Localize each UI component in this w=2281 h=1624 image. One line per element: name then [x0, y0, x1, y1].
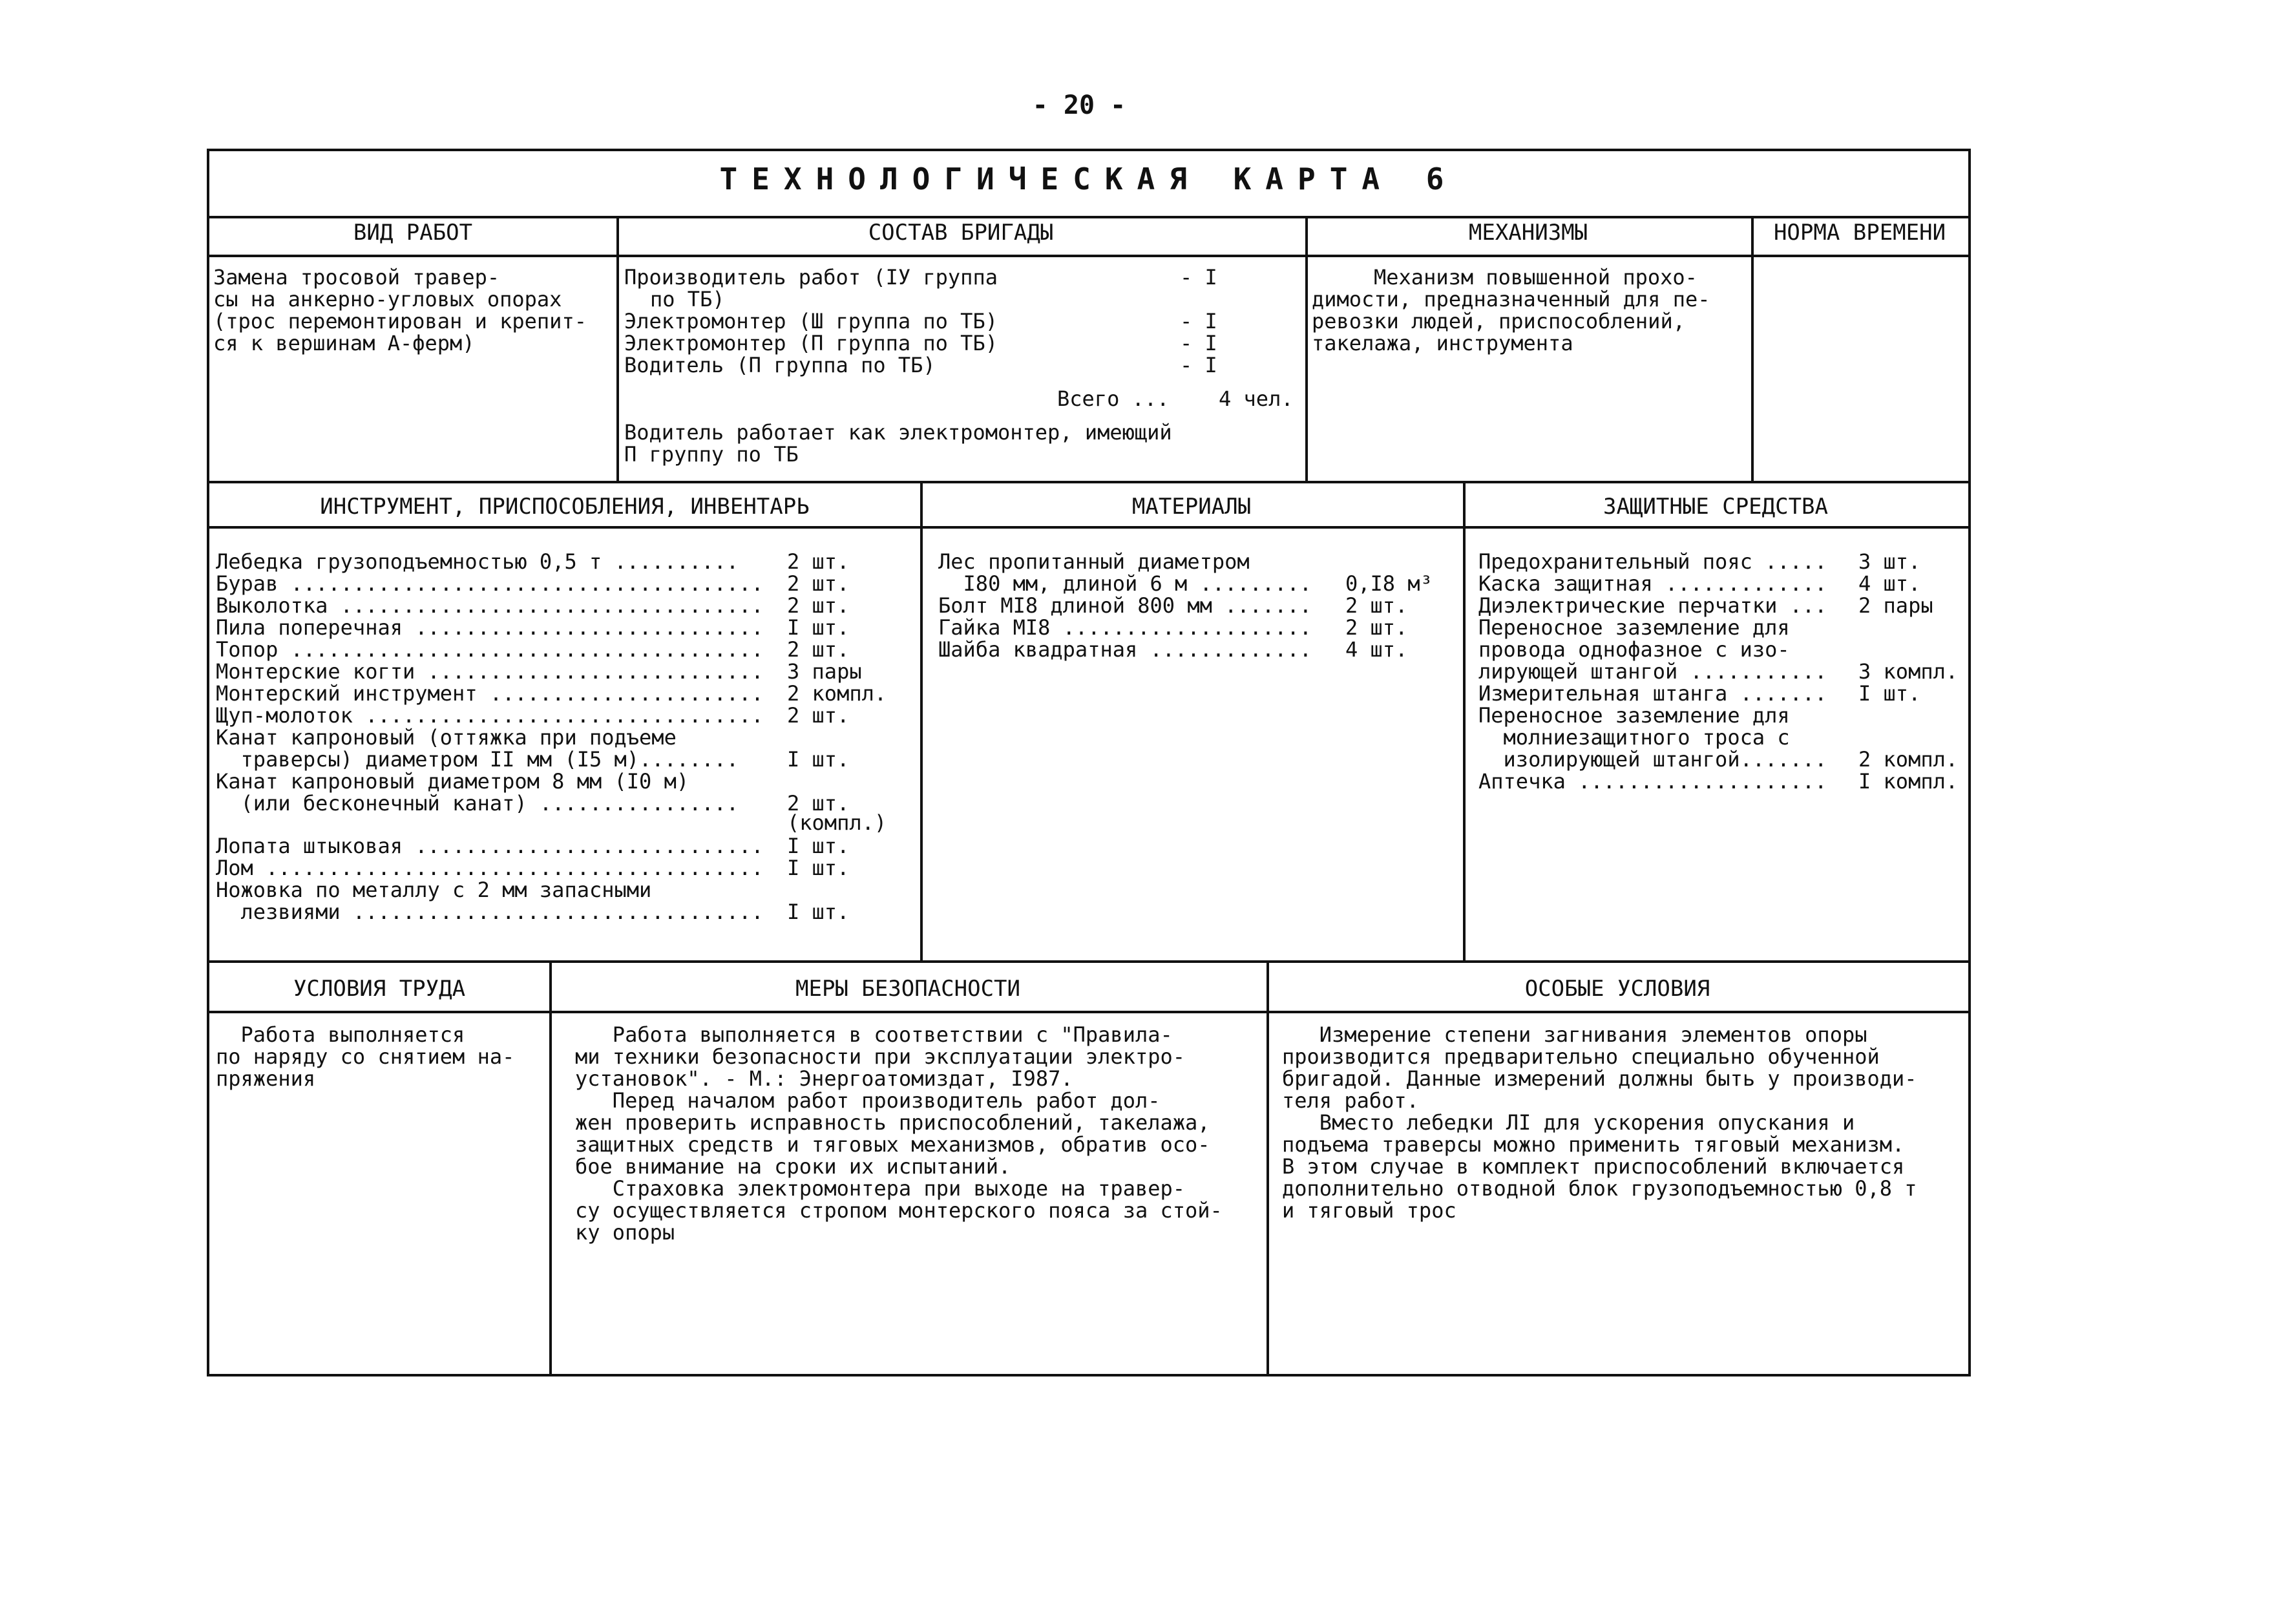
work-type-line: ся к вершинам А-ферм) [213, 331, 475, 355]
rule-s1-col3 [1751, 216, 1754, 481]
protection-name: Каска защитная ............. [1478, 571, 1827, 596]
tool-qty: 2 шт. [787, 637, 850, 662]
safety-line: установок". - М.: Энергоатомиздат, I987. [575, 1066, 1073, 1091]
protection-name: изолирующей штангой....... [1478, 747, 1827, 772]
protection-qty: I шт. [1858, 681, 1921, 706]
material-name: Болт МI8 длиной 800 мм ....... [938, 593, 1312, 618]
special-line: бригадой. Данные измерений должны быть у производи- [1282, 1066, 1917, 1091]
team-count: - I [1180, 309, 1217, 333]
team-count: - I [1180, 353, 1217, 377]
material-name: Лес пропитанный диаметром [938, 549, 1250, 574]
special-line: и тяговый трос [1282, 1198, 1456, 1223]
rule-title-bottom [209, 216, 1968, 218]
work-type-line: сы на анкерно-угловых опорах [213, 287, 562, 311]
special-line: В этом случае в комплект приспособлений включается [1282, 1154, 1905, 1179]
team-role: Электромонтер (П группа по ТБ) [624, 331, 998, 355]
header-mechanisms: МЕХАНИЗМЫ [1468, 220, 1588, 246]
material-qty: 0,I8 м³ [1345, 571, 1433, 596]
protection-name: Переносное заземление для [1478, 615, 1790, 640]
team-total-value: 4 чел. [1219, 386, 1294, 411]
protection-name: Измерительная штанга ....... [1478, 681, 1827, 706]
safety-line: Работа выполняется в соответствии с "Правила- [575, 1022, 1173, 1047]
mechanisms-line: Механизм повышенной прохо- [1374, 265, 1698, 290]
protection-qty: 2 компл. [1858, 747, 1959, 772]
header-special: ОСОБЫЕ УСЛОВИЯ [1524, 976, 1710, 1002]
page-number: - 20 - [1032, 90, 1126, 120]
material-name: Гайка МI8 .................... [938, 615, 1312, 640]
tool-qty: I шт. [787, 900, 850, 924]
safety-line: бое внимание на сроки их испытаний. [575, 1154, 1011, 1179]
tool-name: лезвиями ................................. [216, 900, 764, 924]
team-role: по ТБ) [650, 287, 725, 311]
rule-s1-col1 [616, 216, 619, 481]
tool-name: Пила поперечная ............................ [216, 615, 764, 640]
special-line: Вместо лебедки ЛI для ускорения опускания и [1282, 1110, 1855, 1135]
tool-name: Бурав ...................................... [216, 571, 764, 596]
tool-qty: I шт. [787, 615, 850, 640]
safety-line: жен проверить исправность приспособлений, такелажа, [575, 1110, 1210, 1135]
rule-s2-bottom [209, 960, 1968, 963]
protection-qty: 2 пары [1858, 593, 1933, 618]
header-team: СОСТАВ БРИГАДЫ [868, 220, 1054, 246]
rule-s2-col2 [1463, 481, 1466, 960]
rule-s2-header-bottom [209, 526, 1968, 529]
tool-name: Топор ...................................... [216, 637, 764, 662]
tool-qty: 2 шт. [787, 703, 850, 728]
mechanisms-line: димости, предназначенный для пе- [1312, 287, 1710, 311]
tool-name: Лопата штыковая ............................ [216, 834, 764, 858]
rule-s3-col2 [1267, 960, 1269, 1374]
tool-qty: 2 шт. [787, 571, 850, 596]
tool-name: Щуп-молоток ................................ [216, 703, 764, 728]
team-total-label: Всего ... [1057, 386, 1170, 411]
safety-line: защитных средств и тяговых механизмов, обратив осо- [575, 1132, 1210, 1157]
protection-qty: 4 шт. [1858, 571, 1921, 596]
safety-line: ми техники безопасности при эксплуатации электро- [575, 1044, 1186, 1069]
team-role: Производитель работ (IУ группа [624, 265, 998, 290]
material-qty: 2 шт. [1345, 615, 1408, 640]
safety-line: Перед началом работ производитель работ дол- [575, 1088, 1161, 1113]
protection-name: Диэлектрические перчатки ... [1478, 593, 1827, 618]
header-time-norm: НОРМА ВРЕМЕНИ [1773, 220, 1946, 246]
safety-line: ку опоры [575, 1220, 675, 1245]
protection-qty: 3 шт. [1858, 549, 1921, 574]
mechanisms-line: такелажа, инструмента [1312, 331, 1573, 355]
header-tools: ИНСТРУМЕНТ, ПРИСПОСОБЛЕНИЯ, ИНВЕНТАРЬ [320, 494, 810, 520]
tool-name: Лебедка грузоподъемностью 0,5 т .......... [216, 549, 739, 574]
tool-qty: (компл.) [787, 810, 887, 835]
protection-qty: 3 компл. [1858, 659, 1959, 684]
tool-qty: I шт. [787, 834, 850, 858]
rule-s3-header-bottom [209, 1011, 1968, 1013]
team-note-line: Водитель работает как электромонтер, имеющий [624, 420, 1172, 445]
tool-name: Выколотка .................................. [216, 593, 764, 618]
protection-name: Аптечка .................... [1478, 769, 1827, 794]
tool-name: Ножовка по металлу с 2 мм запасными [216, 878, 652, 902]
material-qty: 4 шт. [1345, 637, 1408, 662]
header-safety: МЕРЫ БЕЗОПАСНОСТИ [795, 976, 1020, 1002]
tool-qty: 2 шт. [787, 549, 850, 574]
work-type-line: Замена тросовой травер- [213, 265, 500, 290]
tool-qty: 3 пары [787, 659, 862, 684]
material-name: Шайба квадратная ............. [938, 637, 1312, 662]
tool-name: Канат капроновый диаметром 8 мм (I0 м) [216, 769, 689, 794]
mechanisms-line: ревозки людей, приспособлений, [1312, 309, 1685, 333]
tool-name: траверсы) диаметром II мм (I5 м)........ [216, 747, 739, 772]
rule-s3-col1 [549, 960, 552, 1374]
protection-name: Предохранительный пояс ..... [1478, 549, 1827, 574]
conditions-line: Работа выполняется [216, 1022, 465, 1047]
special-line: Измерение степени загнивания элементов опоры [1282, 1022, 1867, 1047]
special-line: теля работ. [1282, 1088, 1419, 1113]
conditions-line: по наряду со снятием на- [216, 1044, 515, 1069]
tool-name: Канат капроновый (оттяжка при подъеме [216, 725, 677, 750]
rule-s1-col2 [1305, 216, 1308, 481]
header-protection: ЗАЩИТНЫЕ СРЕДСТВА [1603, 494, 1828, 520]
protection-name: молниезащитного троса с [1478, 725, 1790, 750]
tool-name: Монтерский инструмент ...................... [216, 681, 764, 706]
card-title: ТЕХНОЛОГИЧЕСКАЯ КАРТА 6 [719, 162, 1458, 196]
team-role: Водитель (П группа по ТБ) [624, 353, 936, 377]
tool-qty: 2 шт. [787, 791, 850, 816]
protection-qty: I компл. [1858, 769, 1959, 794]
protection-name: провода однофазное с изо- [1478, 637, 1790, 662]
safety-line: су осуществляется стропом монтерского пояса за стой- [575, 1198, 1223, 1223]
material-name: I80 мм, длиной 6 м ......... [938, 571, 1312, 596]
header-materials: МАТЕРИАЛЫ [1131, 494, 1252, 520]
special-line: дополнительно отводной блок грузоподъемностью 0,8 т [1282, 1176, 1917, 1201]
safety-line: Страховка электромонтера при выходе на травер- [575, 1176, 1186, 1201]
header-conditions: УСЛОВИЯ ТРУДА [293, 976, 466, 1002]
tool-qty: 2 шт. [787, 593, 850, 618]
tool-qty: 2 компл. [787, 681, 887, 706]
protection-name: лирующей штангой ........... [1478, 659, 1827, 684]
rule-s1-bottom [209, 481, 1968, 483]
team-count: - I [1180, 331, 1217, 355]
protection-name: Переносное заземление для [1478, 703, 1790, 728]
team-note-line: П группу по ТБ [624, 442, 799, 467]
tool-qty: I шт. [787, 747, 850, 772]
rule-s2-col1 [920, 481, 923, 960]
tool-name: (или бесконечный канат) ................ [216, 791, 739, 816]
rule-s1-header-bottom [209, 255, 1968, 257]
special-line: подъема траверсы можно применить тяговый механизм. [1282, 1132, 1905, 1157]
material-qty: 2 шт. [1345, 593, 1408, 618]
special-line: производится предварительно специально обученной [1282, 1044, 1880, 1069]
header-work-type: ВИД РАБОТ [353, 220, 473, 246]
team-role: Электромонтер (Ш группа по ТБ) [624, 309, 998, 333]
conditions-line: пряжения [216, 1066, 316, 1091]
tool-name: Монтерские когти ........................... [216, 659, 764, 684]
work-type-line: (трос перемонтирован и крепит- [213, 309, 587, 333]
team-count: - I [1180, 265, 1217, 290]
tool-qty: I шт. [787, 856, 850, 880]
tool-name: Лом ........................................ [216, 856, 764, 880]
